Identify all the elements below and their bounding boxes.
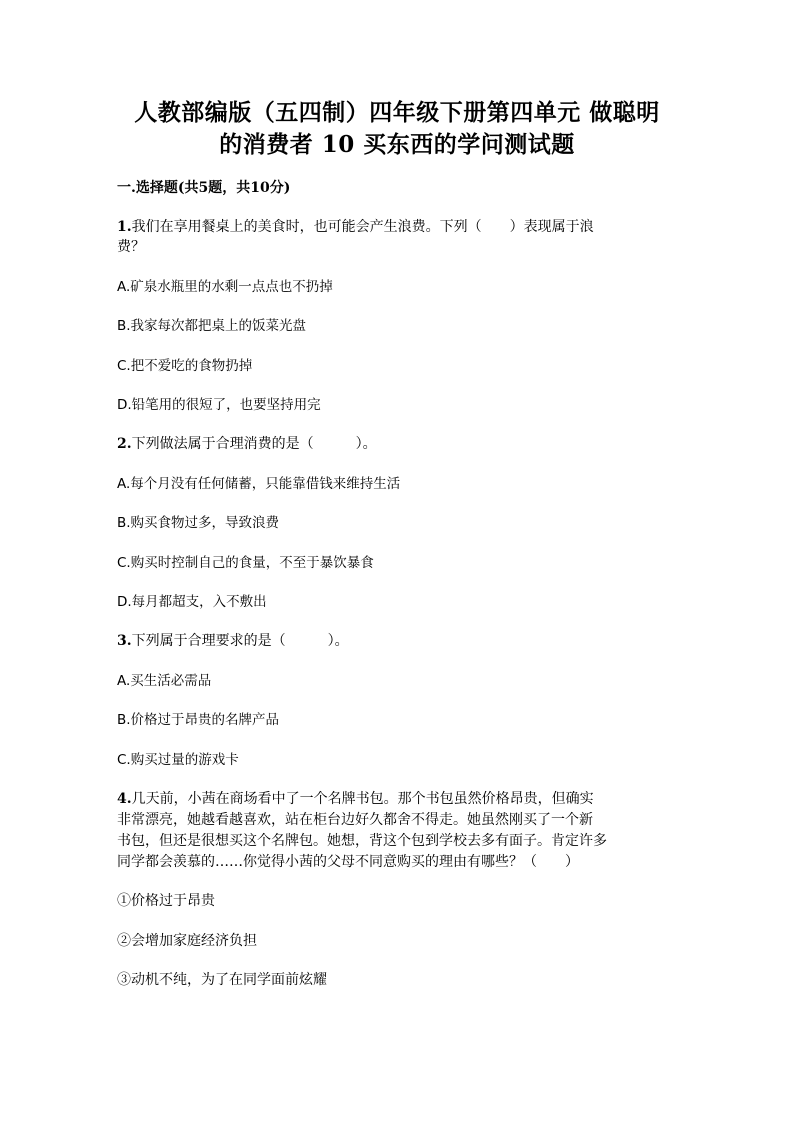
question-2-number: 2. [117,436,132,452]
question-1-number: 1. [117,219,132,235]
question-1-option-a: A.矿泉水瓶里的水剩一点点也不扔掉 [117,279,333,295]
question-4-line-4: 同学都会羡慕的……你觉得小茜的父母不同意购买的理由有哪些？（ ） [117,854,579,870]
question-4-line-1 [117,789,677,809]
question-1-option-b: B.我家每次都把桌上的饭菜光盘 [117,318,307,334]
question-1-text-1: 我们在享用餐桌上的美食时，也可能会产生浪费。下列（ ）表现属于浪 [131,219,594,235]
question-3-option-c: C.购买过量的游戏卡 [117,752,239,768]
question-4-number: 4. [117,791,132,807]
question-3-option-a: A.买生活必需品 [117,673,212,689]
question-3-number: 3. [117,633,132,649]
question-1-line-2: 费？ [117,239,145,255]
question-2-option-c: C.购买时控制自己的食量，不至于暴饮暴食 [117,555,374,571]
question-1-option-c: C.把不爱吃的食物扔掉 [117,358,253,374]
question-4-option-3: ③动机不纯，为了在同学面前炫耀 [117,972,327,988]
question-1-line-1 [117,217,677,237]
question-3-option-b: B.价格过于昂贵的名牌产品 [117,712,280,728]
question-3-text-1: 下列属于合理要求的是（ ）。 [131,633,349,649]
question-2-option-a: A.每个月没有任何储蓄，只能靠借钱来维持生活 [117,476,401,492]
question-4-text-1: 几天前，小茜在商场看中了一个名牌书包。那个书包虽然价格昂贵，但确实 [131,791,594,807]
question-3-line-1 [117,631,677,651]
question-4-line-2: 非常漂亮，她越看越喜欢，站在柜台边好久都舍不得走。她虽然刚买了一个新 [117,812,593,828]
question-1-option-d: D.铅笔用的很短了，也要坚持用完 [117,397,321,413]
question-4-line-3: 书包，但还是很想买这个名牌包。她想，背这个包到学校去多有面子。肯定许多 [117,833,607,849]
question-4-option-2: ②会增加家庭经济负担 [117,933,257,949]
section-heading: 一.选择题(共5题，共10分) [117,180,291,196]
question-2-line-1 [117,434,677,454]
question-2-text-1: 下列做法属于合理消费的是（ ）。 [131,436,377,452]
page-title-line-2: 的消费者 10 买东西的学问测试题 [219,131,575,158]
question-4-option-1: ①价格过于昂贵 [117,893,215,909]
page-title-line-1: 人教部编版（五四制）四年级下册第四单元 做聪明 [134,99,660,126]
question-2-option-b: B.购买食物过多，导致浪费 [117,515,280,531]
question-2-option-d: D.每月都超支，入不敷出 [117,594,267,610]
